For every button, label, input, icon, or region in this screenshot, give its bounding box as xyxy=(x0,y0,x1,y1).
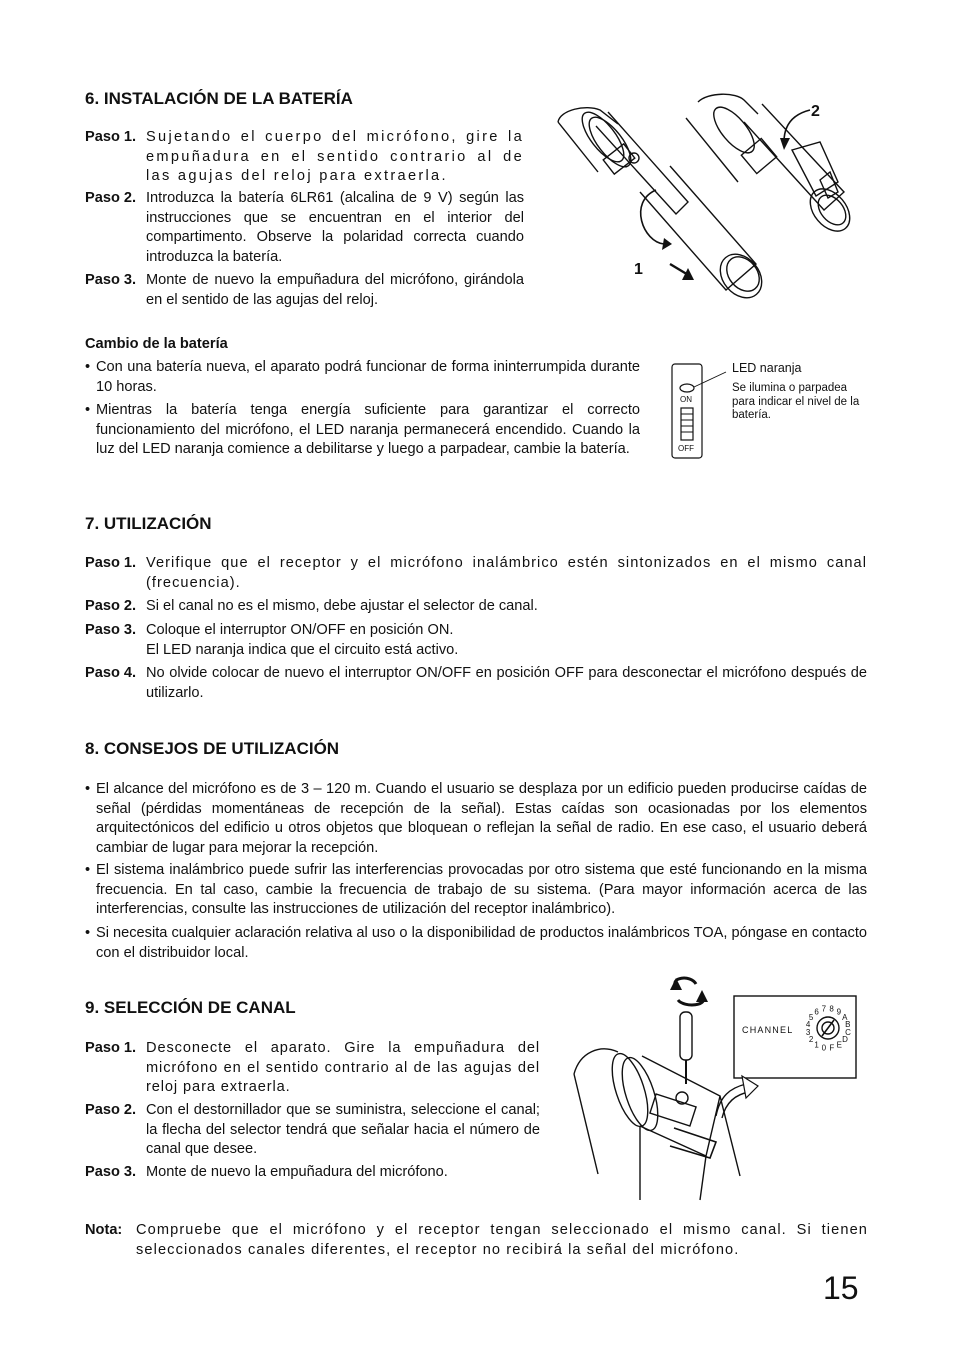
step-text: Introduzca la batería 6LR61 (alcalina de 9 V) según las instrucciones que se encuentran en el interior del compartimento. Observe la polaridad correcta cuando introduzca la batería. xyxy=(146,190,524,265)
section-7-title: 7. UTILIZACIÓN xyxy=(85,514,212,533)
section-9-title: 9. SELECCIÓN DE CANAL xyxy=(85,998,296,1017)
step-text: No olvide colocar de nuevo el interruptor ON/OFF en posición OFF para desconectar el micrófono después de utilizarlo. xyxy=(146,665,867,701)
dial-digit: 9 xyxy=(836,1007,842,1017)
step-label: Paso 1. xyxy=(85,129,137,145)
switch-off-label: OFF xyxy=(678,444,694,453)
step-text-2: El LED naranja indica que el circuito está activo. xyxy=(146,642,459,658)
bullet-text: Si necesita cualquier aclaración relativa al uso o la disponibilidad de productos inalámbricos TOA, póngase en contacto con el distribuidor local. xyxy=(96,925,867,961)
on-off-switch-illustration xyxy=(668,360,728,460)
dial-digit: 5 xyxy=(808,1012,814,1022)
s8-bullet-2 xyxy=(85,861,868,921)
s6-bullet-2 xyxy=(85,401,641,481)
bullet-dot: • xyxy=(85,359,91,375)
arrow-down-right-icon xyxy=(682,268,694,280)
step-text: Con el destornillador que se suministra, seleccione el canal; la flecha del selector tendrá que señalar hacia el número de canal que desee. xyxy=(146,1102,540,1157)
step-label: Paso 2. xyxy=(85,598,137,614)
section-8-title: 8. CONSEJOS DE UTILIZACIÓN xyxy=(85,739,340,758)
step-text: Monte de nuevo la empuñadura del micrófono. xyxy=(146,1164,448,1180)
dial-digit: 8 xyxy=(829,1004,834,1014)
step-text: Verifique que el receptor y el micrófono inalámbrico estén sintonizados en el mismo canal (frecuencia). xyxy=(146,555,867,591)
s9-step-3 xyxy=(85,1163,541,1183)
arrow-up-right-icon xyxy=(742,1076,758,1098)
dial-digit: 3 xyxy=(805,1027,811,1037)
fig-label-2: 2 xyxy=(811,103,820,120)
s8-bullet-3 xyxy=(85,924,868,964)
s8-bullet-1 xyxy=(85,780,868,860)
bullet-text: El alcance del micrófono es de 3 – 120 m. Cuando el usuario se desplaza por un edificio pueden producirse caídas de señal (pérdidas momentáneas de recepción de la señal). Estas caídas son ocasionadas por los elementos arquitectónicos del edificio u otros objetos que bloquean o reflejan la señal de radio. En ese caso, el usuario deberá cambiar de lugar para mejorar la recepción. xyxy=(96,781,867,856)
note-label: Nota: xyxy=(85,1222,123,1238)
s7-step-4 xyxy=(85,664,868,704)
bullet-text: Con una batería nueva, el aparato podrá funcionar de forma ininterrumpida durante 10 horas. xyxy=(96,359,640,395)
channel-label: CHANNEL xyxy=(742,1025,794,1035)
s6-bullet-1 xyxy=(85,358,641,398)
step-label: Paso 3. xyxy=(85,622,137,638)
dial-digit: 0 xyxy=(821,1043,827,1053)
section-6-title: 6. INSTALACIÓN DE LA BATERÍA xyxy=(85,89,353,108)
s7-step-2 xyxy=(85,597,868,617)
bullet-dot: • xyxy=(85,862,91,878)
step-label: Paso 4. xyxy=(85,665,137,681)
fig-label-1: 1 xyxy=(634,261,643,278)
led-label: LED naranja xyxy=(732,361,802,375)
arrow-down-icon xyxy=(780,138,790,150)
s7-step-1 xyxy=(85,554,868,594)
bullet-dot: • xyxy=(85,925,91,941)
step-text: Coloque el interruptor ON/OFF en posición ON. xyxy=(146,622,454,638)
s6-step-2 xyxy=(85,189,525,269)
dial-digit: B xyxy=(845,1020,851,1030)
step-label: Paso 3. xyxy=(85,272,137,288)
screwdriver-handle xyxy=(680,1012,692,1060)
dial-digit: E xyxy=(836,1040,842,1050)
step-label: Paso 2. xyxy=(85,190,137,206)
led-icon xyxy=(680,384,694,392)
step-label: Paso 1. xyxy=(85,555,137,571)
s6-step-3 xyxy=(85,271,525,313)
note xyxy=(85,1221,868,1261)
battery-install-illustration xyxy=(548,92,860,304)
bullet-dot: • xyxy=(85,781,91,797)
dial-digit: 7 xyxy=(821,1004,827,1014)
dial-digit: 2 xyxy=(808,1035,814,1045)
dial-digit: F xyxy=(829,1043,835,1053)
s9-step-2 xyxy=(85,1101,541,1161)
step-label: Paso 2. xyxy=(85,1102,137,1118)
led-description: Se ilumina o parpadea para indicar el nivel de la batería. xyxy=(732,382,860,421)
s6-step-1 xyxy=(85,128,525,184)
step-text: Monte de nuevo la empuñadura del micrófono, girándola en el sentido de las agujas del reloj. xyxy=(146,272,524,308)
battery-change-subtitle: Cambio de la batería xyxy=(85,336,228,352)
dial-digit: A xyxy=(842,1012,848,1022)
bullet-dot: • xyxy=(85,402,91,418)
switch-on-label: ON xyxy=(680,395,692,404)
s9-step-1 xyxy=(85,1039,541,1099)
bullet-text: Mientras la batería tenga energía suficiente para garantizar el correcto funcionamiento del micrófono, el LED naranja permanecerá encendido. Cuando la luz del LED naranja comience a debilitarse y luego a parpadear, cambie la batería. xyxy=(96,402,640,457)
step-text: Si el canal no es el mismo, debe ajustar el selector de canal. xyxy=(146,598,538,614)
dial-digit: C xyxy=(845,1027,851,1037)
dial-digit: D xyxy=(842,1035,848,1045)
step-label: Paso 1. xyxy=(85,1040,137,1056)
dial-digit: 4 xyxy=(805,1020,811,1030)
s7-step-3 xyxy=(85,621,868,661)
mic-head-left xyxy=(558,108,618,124)
page-number: 15 xyxy=(823,1270,859,1306)
switch-slider xyxy=(681,408,693,440)
channel-select-illustration xyxy=(570,976,860,1202)
step-label: Paso 3. xyxy=(85,1164,137,1180)
bullet-text: El sistema inalámbrico puede sufrir las interferencias provocadas por otro sistema que esté funcionando en la misma frecuencia. En tal caso, cambie la frecuencia de trabajo de su sistema. (Para mayor información acerca de las interferencias, consulte las instrucciones de utilización del receptor inalámbrico). xyxy=(96,862,867,917)
arrow-right-icon xyxy=(662,238,672,250)
step-text: Desconecte el aparato. Gire la empuñadura del micrófono en el sentido contrario al de las agujas del reloj para extraerla. xyxy=(146,1040,540,1095)
step-text: Sujetando el cuerpo del micrófono, gire la empuñadura en el sentido contrario al de las agujas del reloj para extraerla. xyxy=(146,129,524,184)
dial-digit: 6 xyxy=(814,1007,819,1017)
dial-digit: 1 xyxy=(814,1040,819,1050)
note-text: Compruebe que el micrófono y el receptor tengan seleccionado el mismo canal. Si tienen seleccionados canales diferentes, el receptor no recibirá la señal del micrófono. xyxy=(136,1222,868,1258)
